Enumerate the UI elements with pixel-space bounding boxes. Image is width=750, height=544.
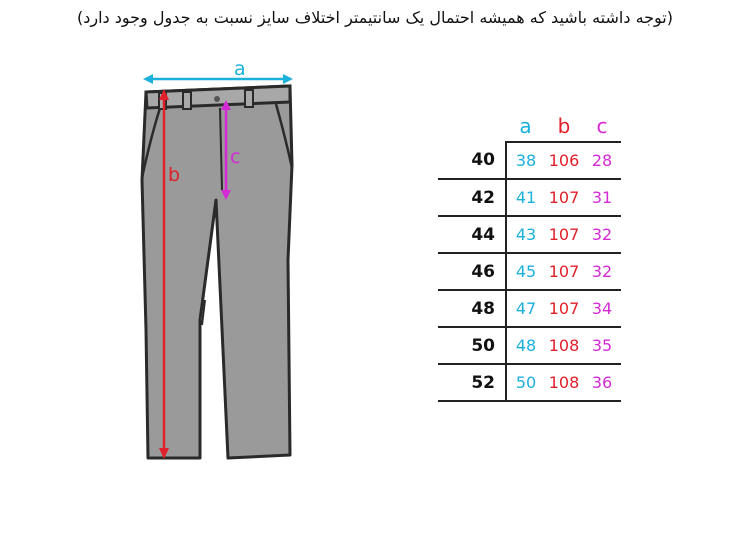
value-c: 34 <box>583 290 621 327</box>
value-a: 48 <box>506 327 545 364</box>
belt-loop <box>183 92 191 109</box>
value-a: 41 <box>506 179 545 216</box>
size-table <box>438 111 621 402</box>
size-cell: 44 <box>438 216 506 253</box>
table-row <box>438 327 621 364</box>
belt-loop <box>245 90 253 107</box>
table-row <box>438 364 621 401</box>
size-cell: 40 <box>438 142 506 179</box>
size-note: (توجه داشته باشید که همیشه احتمال یک سانتیمتر اختلاف سایز نسبت به جدول وجود دارد) <box>77 8 673 27</box>
measure-a-arrowhead <box>143 74 153 84</box>
value-a: 43 <box>506 216 545 253</box>
header-b: b <box>545 111 583 142</box>
table-row <box>438 142 621 179</box>
size-cell: 42 <box>438 179 506 216</box>
table-corner <box>438 111 506 142</box>
size-cell: 46 <box>438 253 506 290</box>
value-a: 50 <box>506 364 545 401</box>
value-b: 107 <box>545 253 583 290</box>
measure-a-arrowhead <box>283 74 293 84</box>
table-row <box>438 253 621 290</box>
size-cell: 48 <box>438 290 506 327</box>
table-row <box>438 290 621 327</box>
value-c: 31 <box>583 179 621 216</box>
value-c: 35 <box>583 327 621 364</box>
table-row <box>438 216 621 253</box>
value-b: 107 <box>545 290 583 327</box>
value-c: 28 <box>583 142 621 179</box>
value-b: 108 <box>545 327 583 364</box>
label-c: c <box>230 146 241 168</box>
header-a: a <box>506 111 545 142</box>
value-b: 106 <box>545 142 583 179</box>
label-b: b <box>168 164 181 186</box>
value-c: 32 <box>583 216 621 253</box>
label-a: a <box>234 58 246 80</box>
value-c: 32 <box>583 253 621 290</box>
value-c: 36 <box>583 364 621 401</box>
value-a: 45 <box>506 253 545 290</box>
header-c: c <box>583 111 621 142</box>
value-b: 107 <box>545 216 583 253</box>
value-a: 38 <box>506 142 545 179</box>
size-cell: 52 <box>438 364 506 401</box>
value-a: 47 <box>506 290 545 327</box>
value-b: 107 <box>545 179 583 216</box>
table-row <box>438 179 621 216</box>
size-cell: 50 <box>438 327 506 364</box>
button-icon <box>214 96 220 102</box>
value-b: 108 <box>545 364 583 401</box>
